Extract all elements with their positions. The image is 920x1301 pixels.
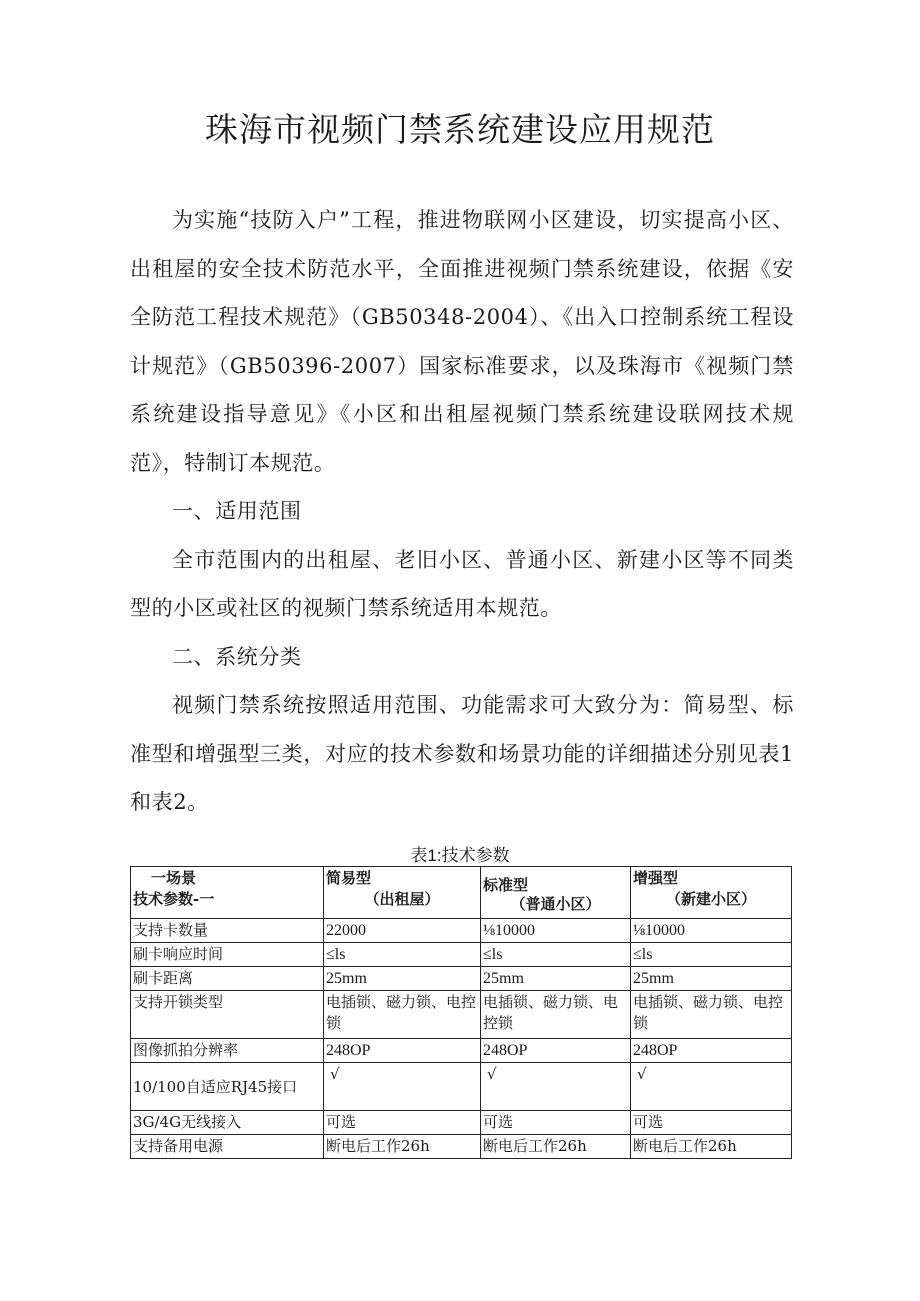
table-cell: 断电后工作26h — [631, 1135, 792, 1159]
row-label: 图像抓拍分辨率 — [131, 1039, 324, 1063]
table-row — [131, 967, 792, 991]
document-title: 珠海市视频门禁系统建设应用规范 — [205, 110, 715, 149]
table-row — [131, 1039, 792, 1063]
row-label: 支持开锁类型 — [131, 991, 324, 1039]
table-cell: 248OP — [481, 1039, 631, 1063]
column-header-name: 简易型 — [326, 869, 372, 887]
table-row — [131, 1135, 792, 1159]
table-cell: ≤ls — [481, 943, 631, 967]
check-mark-cell: √ — [631, 1063, 792, 1111]
table-row — [131, 919, 792, 943]
table-cell: 248OP — [324, 1039, 481, 1063]
table-cell: 25mm — [324, 967, 481, 991]
column-header-enhanced — [631, 867, 792, 919]
table-cell: ≤ls — [631, 943, 792, 967]
row-label: 刷卡距离 — [131, 967, 324, 991]
section-heading-classification: 二、系统分类 — [172, 644, 302, 669]
table-cell: 248OP — [631, 1039, 792, 1063]
table-row — [131, 1063, 792, 1111]
table-cell: 断电后工作26h — [324, 1135, 481, 1159]
table-row — [131, 991, 792, 1039]
table-cell: 断电后工作26h — [481, 1135, 631, 1159]
table-cell: 电插锁、磁力锁、电控锁 — [631, 991, 792, 1039]
column-header-sub: （新建小区） — [665, 890, 756, 908]
table-cell: 可选 — [631, 1111, 792, 1135]
table-cell: 可选 — [324, 1111, 481, 1135]
check-mark-cell: √ — [324, 1063, 481, 1111]
check-mark-cell: √ — [481, 1063, 631, 1111]
table-cell: 电插锁、磁力锁、电控锁 — [481, 991, 631, 1039]
corner-scene-label: 一场景 — [151, 869, 197, 887]
section-heading-scope: 一、适用范围 — [172, 499, 302, 523]
row-label: 刷卡响应时间 — [131, 943, 324, 967]
column-header-standard — [481, 867, 631, 919]
tech-params-table — [130, 866, 792, 1159]
table-row — [131, 943, 792, 967]
table-corner-cell — [131, 867, 324, 919]
table-cell: 25mm — [631, 967, 792, 991]
table-cell: 电插锁、磁力锁、电控锁 — [324, 991, 481, 1039]
column-header-simple — [324, 867, 481, 919]
row-label: 支持备用电源 — [131, 1135, 324, 1159]
table-header-row — [131, 867, 792, 919]
table-cell: 22000 — [324, 919, 481, 943]
row-label: 3G/4G无线接入 — [131, 1111, 324, 1135]
corner-params-label: 技术参数-一 — [133, 890, 215, 908]
column-header-sub: （出租屋） — [364, 890, 440, 908]
intro-paragraph: 为实施“技防入户”工程，推进物联网小区建设，切实提高小区、出租屋的安全技术防范水平，全面推进视频门禁系统建设，依据《安全防范工程技术规范》（GB50348-2004）、《出入口控制系统工程设计规范》（GB50396-2007）国家标准要求，以及珠海市《视频门禁系统建设指导意见》《小区和出租屋视频门禁系统建设联网技术规范》，特制订本规范。 — [130, 208, 794, 475]
table-cell: 25mm — [481, 967, 631, 991]
table-cell: ⅛10000 — [481, 919, 631, 943]
column-header-sub: （普通小区） — [510, 895, 601, 913]
document-body — [130, 196, 794, 827]
table-row — [131, 1111, 792, 1135]
scope-paragraph: 全市范围内的出租屋、老旧小区、普通小区、新建小区等不同类型的小区或社区的视频门禁系统适用本规范。 — [130, 547, 794, 620]
classification-paragraph: 视频门禁系统按照适用范围、功能需求可大致分为：简易型、标准型和增强型三类，对应的技术参数和场景功能的详细描述分别见表1和表2。 — [130, 693, 794, 814]
row-label: 10/100自适应RJ45接口 — [131, 1063, 324, 1111]
row-label: 支持卡数量 — [131, 919, 324, 943]
column-header-name: 增强型 — [633, 869, 679, 887]
table-cell: ⅛10000 — [631, 919, 792, 943]
table-cell: ≤ls — [324, 943, 481, 967]
table-caption: 表1:技术参数 — [410, 846, 510, 865]
column-header-name: 标准型 — [483, 876, 529, 894]
table-cell: 可选 — [481, 1111, 631, 1135]
